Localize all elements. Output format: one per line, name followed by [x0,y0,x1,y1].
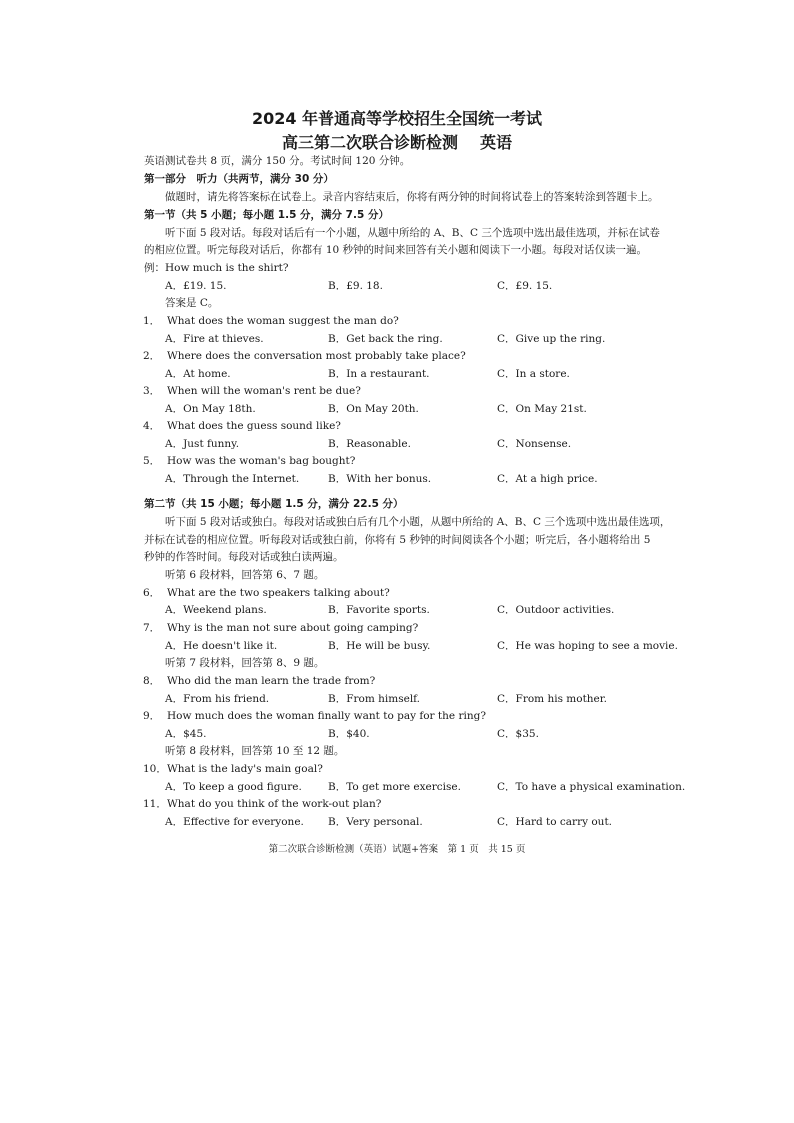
question-text: Who did the man learn the trade from? [167,675,376,687]
question-4 [143,419,341,433]
question-number: 5． [143,455,161,467]
question-2 [143,349,466,363]
example-option-c: C．£9. 15. [497,280,553,292]
question-text: What is the lady's main goal? [167,763,323,775]
question-number: 3． [143,385,161,397]
question-8 [143,674,375,688]
q10-option-c: C．To have a physical examination. [497,781,686,793]
question-3 [143,384,361,398]
section2-heading: 第二节（共 15 小题；每小题 1.5 分，满分 22.5 分） [144,498,404,510]
q5-option-c: C．At a high price. [497,473,598,485]
question-text: Why is the man not sure about going camping? [167,622,419,634]
q8-option-a: A．From his friend. [165,693,270,705]
section2-instruction-1: 听下面 5 段对话或独白。每段对话或独白后有几个小题，从题中所给的 A、B、C 三个选项中选出最佳选项， [165,516,671,528]
question-number: 8． [143,675,161,687]
q5-option-a: A．Through the Internet. [165,473,300,485]
material-8-note: 听第 8 段材料，回答第 10 至 12 题。 [165,745,345,757]
exam-name: 高三第二次联合诊断检测 [281,133,458,152]
material-6-note: 听第 6 段材料，回答第 6、7 题。 [165,569,325,581]
question-number: 9． [143,710,161,722]
question-7 [143,621,418,635]
question-number: 11． [143,798,167,810]
question-text: What does the guess sound like? [167,420,341,432]
q11-option-b: B．Very personal. [328,816,423,828]
q4-option-c: C．Nonsense. [497,438,572,450]
section1-instruction-1: 听下面 5 段对话。每段对话后有一个小题，从题中所给的 A、B、C 三个选项中选出最佳选项，并标在试卷 [165,227,660,239]
material-7-note: 听第 7 段材料，回答第 8、9 题。 [165,657,325,669]
q9-option-a: A．$45. [165,728,207,740]
question-text: What are the two speakers talking about? [167,587,390,599]
question-10 [143,762,323,776]
section1-instruction-2: 的相应位置。听完每段对话后，你都有 10 秒钟的时间来回答有关小题和阅读下一小题。每段对话仅读一遍。 [144,244,648,256]
question-number: 1． [143,315,161,327]
q7-option-a: A．He doesn't like it. [165,640,278,652]
q6-option-a: A．Weekend plans. [165,604,267,616]
part1-instruction: 做题时，请先将答案标在试卷上。录音内容结束后，你将有两分钟的时间将试卷上的答案转涂到答题卡上。 [165,191,659,203]
exam-title: 2024 年普通高等学校招生全国统一考试 [251,109,543,128]
question-number: 6． [143,587,161,599]
example-option-a: A．£19. 15. [165,280,227,292]
question-number: 10． [143,763,167,775]
q4-option-b: B．Reasonable. [328,438,411,450]
page-footer: 第二次联合诊断检测（英语）试题+答案 第 1 页 共 15 页 [268,844,526,855]
question-text: How much does the woman finally want to pay for the ring? [167,710,486,722]
example-option-b: B．£9. 18. [328,280,383,292]
q6-option-b: B．Favorite sports. [328,604,430,616]
question-number: 2． [143,350,161,362]
part1-heading: 第一部分 听力（共两节，满分 30 分） [144,173,334,185]
question-text: What do you think of the work-out plan? [167,798,382,810]
q3-option-a: A．On May 18th. [165,403,256,415]
q1-option-b: B．Get back the ring. [328,333,443,345]
q4-option-a: A．Just funny. [165,438,240,450]
section1-heading: 第一节（共 5 小题；每小题 1.5 分，满分 7.5 分） [144,209,389,221]
q11-option-a: A．Effective for everyone. [165,816,304,828]
q2-option-b: B．In a restaurant. [328,368,430,380]
q2-option-a: A．At home. [165,368,231,380]
q10-option-a: A．To keep a good figure. [165,781,302,793]
question-number: 4． [143,420,161,432]
q2-option-c: C．In a store. [497,368,570,380]
question-text: What does the woman suggest the man do? [167,315,399,327]
q1-option-c: C．Give up the ring. [497,333,606,345]
exam-intro: 英语测试卷共 8 页，满分 150 分。考试时间 120 分钟。 [144,155,411,167]
q9-option-c: C．$35. [497,728,539,740]
section2-instruction-3: 秒钟的作答时间。每段对话或独白读两遍。 [144,551,344,563]
subject-name: 英语 [480,133,513,152]
q11-option-c: C．Hard to carry out. [497,816,612,828]
q8-option-c: C．From his mother. [497,693,607,705]
question-number: 7． [143,622,161,634]
q7-option-c: C．He was hoping to see a movie. [497,640,678,652]
question-6 [143,586,390,600]
example-answer: 答案是 C。 [165,297,219,309]
exam-subtitle [0,130,794,153]
question-1 [143,314,399,328]
question-5 [143,454,355,468]
question-text: Where does the conversation most probably take place? [167,350,466,362]
q10-option-b: B．To get more exercise. [328,781,461,793]
question-11 [143,797,381,811]
q8-option-b: B．From himself. [328,693,421,705]
question-9 [143,709,486,723]
q5-option-b: B．With her bonus. [328,473,432,485]
q7-option-b: B．He will be busy. [328,640,431,652]
q9-option-b: B．$40. [328,728,370,740]
q1-option-a: A．Fire at thieves. [165,333,264,345]
section2-instruction-2: 并标在试卷的相应位置。听每段对话或独白前，你将有 5 秒钟的时间阅读各个小题；听完后，各小题将给出 5 [144,534,651,546]
q3-option-b: B．On May 20th. [328,403,419,415]
q3-option-c: C．On May 21st. [497,403,587,415]
question-text: When will the woman's rent be due? [167,385,361,397]
q6-option-c: C．Outdoor activities. [497,604,615,616]
example-prompt: 例：How much is the shirt? [144,262,289,274]
question-text: How was the woman's bag bought? [167,455,356,467]
